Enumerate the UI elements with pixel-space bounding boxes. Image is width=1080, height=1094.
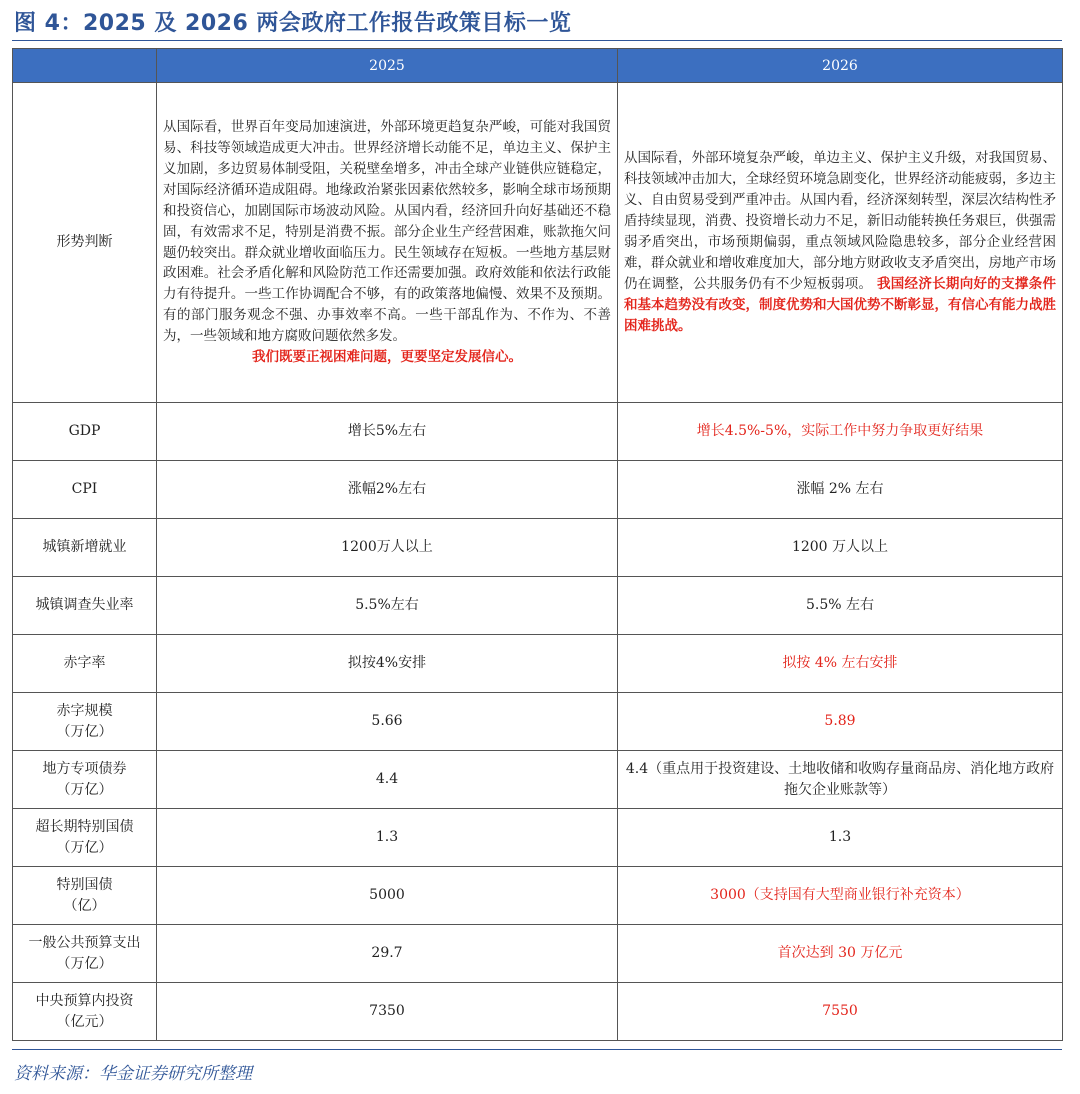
situation-2025	[157, 83, 618, 403]
ultra-long-bonds-2025: 1.3	[157, 809, 618, 867]
special-bonds-2025: 4.4	[157, 751, 618, 809]
row-label: 赤字率	[13, 635, 157, 693]
budget-spending-2025: 29.7	[157, 925, 618, 983]
special-bonds-2026: 4.4（重点用于投资建设、土地收储和收购存量商品房、消化地方政府拖欠企业账款等）	[618, 751, 1063, 809]
row-label-unit: （万亿）	[56, 723, 113, 740]
header-2026: 2026	[618, 49, 1063, 83]
row-label	[13, 925, 157, 983]
situation-2026-body: 从国际看，外部环境复杂严峻，单边主义、保护主义升级，对我国贸易、科技领域冲击加大，全球经贸环境急剧变化，世界经济动能疲弱，多边主义、自由贸易受到严重冲击。从国内看，经济深刻转型，深层次结构性矛盾持续显现，消费、投资增长动力不足，新旧动能转换任务艰巨，供强需弱矛盾突出，市场预期偏弱，重点领域风险隐患较多，部分企业经营困难，群众就业和增收难度加大，部分地方财政收支矛盾突出，房地产市场仍在调整，公共服务仍有不少短板弱项。	[624, 150, 1056, 292]
cpi-2026: 涨幅 2% 左右	[618, 461, 1063, 519]
table-row-special-bonds	[13, 751, 1063, 809]
header-row	[13, 49, 1063, 83]
row-label-unit: （万亿）	[56, 781, 113, 798]
gdp-2026: 增长4.5%-5%，实际工作中努力争取更好结果	[618, 403, 1063, 461]
row-label: 城镇调查失业率	[13, 577, 157, 635]
unemployment-2025: 5.5%左右	[157, 577, 618, 635]
row-label: GDP	[13, 403, 157, 461]
employment-2026: 1200 万人以上	[618, 519, 1063, 577]
table-row-gdp	[13, 403, 1063, 461]
table-row-unemployment	[13, 577, 1063, 635]
situation-2026	[618, 83, 1063, 403]
deficit-size-2026: 5.89	[618, 693, 1063, 751]
row-label: 形势判断	[13, 83, 157, 403]
policy-table	[12, 48, 1063, 1041]
cpi-2025: 涨幅2%左右	[157, 461, 618, 519]
table-row-budget-spending	[13, 925, 1063, 983]
title-divider	[12, 40, 1062, 41]
deficit-rate-2026: 拟按 4% 左右安排	[618, 635, 1063, 693]
table-row-special-treasury	[13, 867, 1063, 925]
row-label-unit: （万亿）	[56, 955, 113, 972]
special-treasury-2026: 3000（支持国有大型商业银行补充资本）	[618, 867, 1063, 925]
row-label-line1: 地方专项债券	[42, 760, 127, 777]
header-2025: 2025	[157, 49, 618, 83]
budget-spending-2026: 首次达到 30 万亿元	[618, 925, 1063, 983]
situation-2025-emphasis: 我们既要正视困难问题，更要坚定发展信心。	[252, 349, 522, 366]
table-row-ultra-long-bonds	[13, 809, 1063, 867]
central-investment-2025: 7350	[157, 983, 618, 1041]
row-label-line1: 一般公共预算支出	[28, 934, 141, 951]
deficit-rate-2025: 拟按4%安排	[157, 635, 618, 693]
row-label-line1: 中央预算内投资	[35, 992, 134, 1009]
deficit-size-2025: 5.66	[157, 693, 618, 751]
source-note: 资料来源：华金证券研究所整理	[14, 1064, 252, 1084]
situation-2026-emphasis: 我国经济长期向好的支撑条件和基本趋势没有改变，制度优势和大国优势不断彰显，有信心有能力战胜困难挑战。	[624, 275, 1056, 334]
row-label-line1: 特别国债	[56, 876, 113, 893]
footer-divider	[12, 1049, 1062, 1050]
row-label: 城镇新增就业	[13, 519, 157, 577]
row-label	[13, 751, 157, 809]
figure-title: 图 4：2025 及 2026 两会政府工作报告政策目标一览	[14, 11, 572, 36]
table-row-situation	[13, 83, 1063, 403]
gdp-2025: 增长5%左右	[157, 403, 618, 461]
row-label-line1: 赤字规模	[56, 702, 113, 719]
ultra-long-bonds-2026: 1.3	[618, 809, 1063, 867]
row-label	[13, 867, 157, 925]
row-label	[13, 809, 157, 867]
row-label	[13, 983, 157, 1041]
employment-2025: 1200万人以上	[157, 519, 618, 577]
row-label-unit: （亿）	[63, 897, 106, 914]
row-label: CPI	[13, 461, 157, 519]
table-row-central-investment	[13, 983, 1063, 1041]
unemployment-2026: 5.5% 左右	[618, 577, 1063, 635]
table-row-deficit-rate	[13, 635, 1063, 693]
row-label	[13, 693, 157, 751]
header-blank	[13, 49, 157, 83]
special-treasury-2025: 5000	[157, 867, 618, 925]
table-row-employment	[13, 519, 1063, 577]
situation-2025-body: 从国际看，世界百年变局加速演进，外部环境更趋复杂严峻，可能对我国贸易、科技等领域造成更大冲击。世界经济增长动能不足，单边主义、保护主义加剧，多边贸易体制受阻，关税壁垒增多，冲击全球产业链供应链稳定，对国际经济循环造成阻碍。地缘政治紧张因素依然较多，影响全球市场预期和投资信心，加剧国际市场波动风险。从国内看，经济回升向好基础还不稳固，有效需求不足，特别是消费不振。部分企业生产经营困难，账款拖欠问题仍较突出。群众就业增收面临压力。民生领域存在短板。一些地方基层财政困难。社会矛盾化解和风险防范工作还需要加强。政府效能和依法行政能力有待提升。一些工作协调配合不够，有的政策落地偏慢、效果不及预期。有的部门服务观念不强、办事效率不高。一些干部乱作为、不作为、不善为，一些领域和地方腐败问题依然多发。	[163, 118, 611, 345]
table-row-cpi	[13, 461, 1063, 519]
row-label-line1: 超长期特别国债	[35, 818, 134, 835]
row-label-unit: （万亿）	[56, 839, 113, 856]
table-row-deficit-size	[13, 693, 1063, 751]
central-investment-2026: 7550	[618, 983, 1063, 1041]
row-label-unit: （亿元）	[56, 1013, 113, 1030]
